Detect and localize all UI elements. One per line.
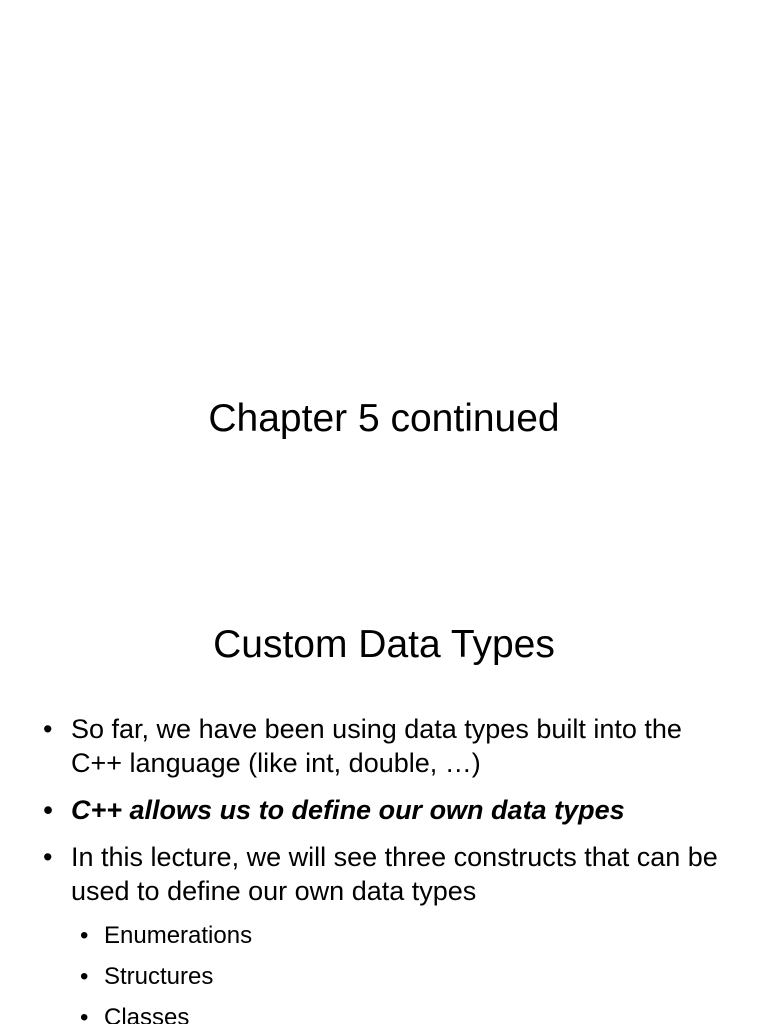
bullet-icon: •: [43, 714, 53, 744]
bullet-item-emphasized: [0, 793, 768, 827]
bullet-text: So far, we have been using data types built into the C++ language (like int, double, …): [71, 714, 682, 778]
sub-bullet-item: [0, 962, 768, 992]
bullet-item: [0, 712, 768, 780]
slide-title: Chapter 5 continued: [208, 397, 560, 440]
bullet-item: [0, 840, 768, 908]
sub-bullet-item: [0, 921, 768, 951]
bullet-list: [0, 712, 768, 1024]
bullet-text: In this lecture, we will see three constructs that can be used to define our own data types: [71, 842, 718, 906]
bullet-text: C++ allows us to define our own data types: [71, 795, 625, 825]
sub-bullet-icon: •: [80, 1004, 89, 1024]
bullet-icon: •: [43, 842, 53, 872]
sub-bullet-text: Classes: [104, 1004, 190, 1024]
bullet-icon: •: [43, 795, 53, 825]
sub-bullet-text: Structures: [104, 963, 214, 990]
sub-bullet-text: Enumerations: [104, 922, 253, 949]
sub-bullet-icon: •: [80, 922, 89, 949]
sub-bullet-item: [0, 1003, 768, 1024]
content-slide: [0, 576, 768, 1024]
slide-heading: Custom Data Types: [213, 623, 555, 666]
sub-bullet-icon: •: [80, 963, 89, 990]
